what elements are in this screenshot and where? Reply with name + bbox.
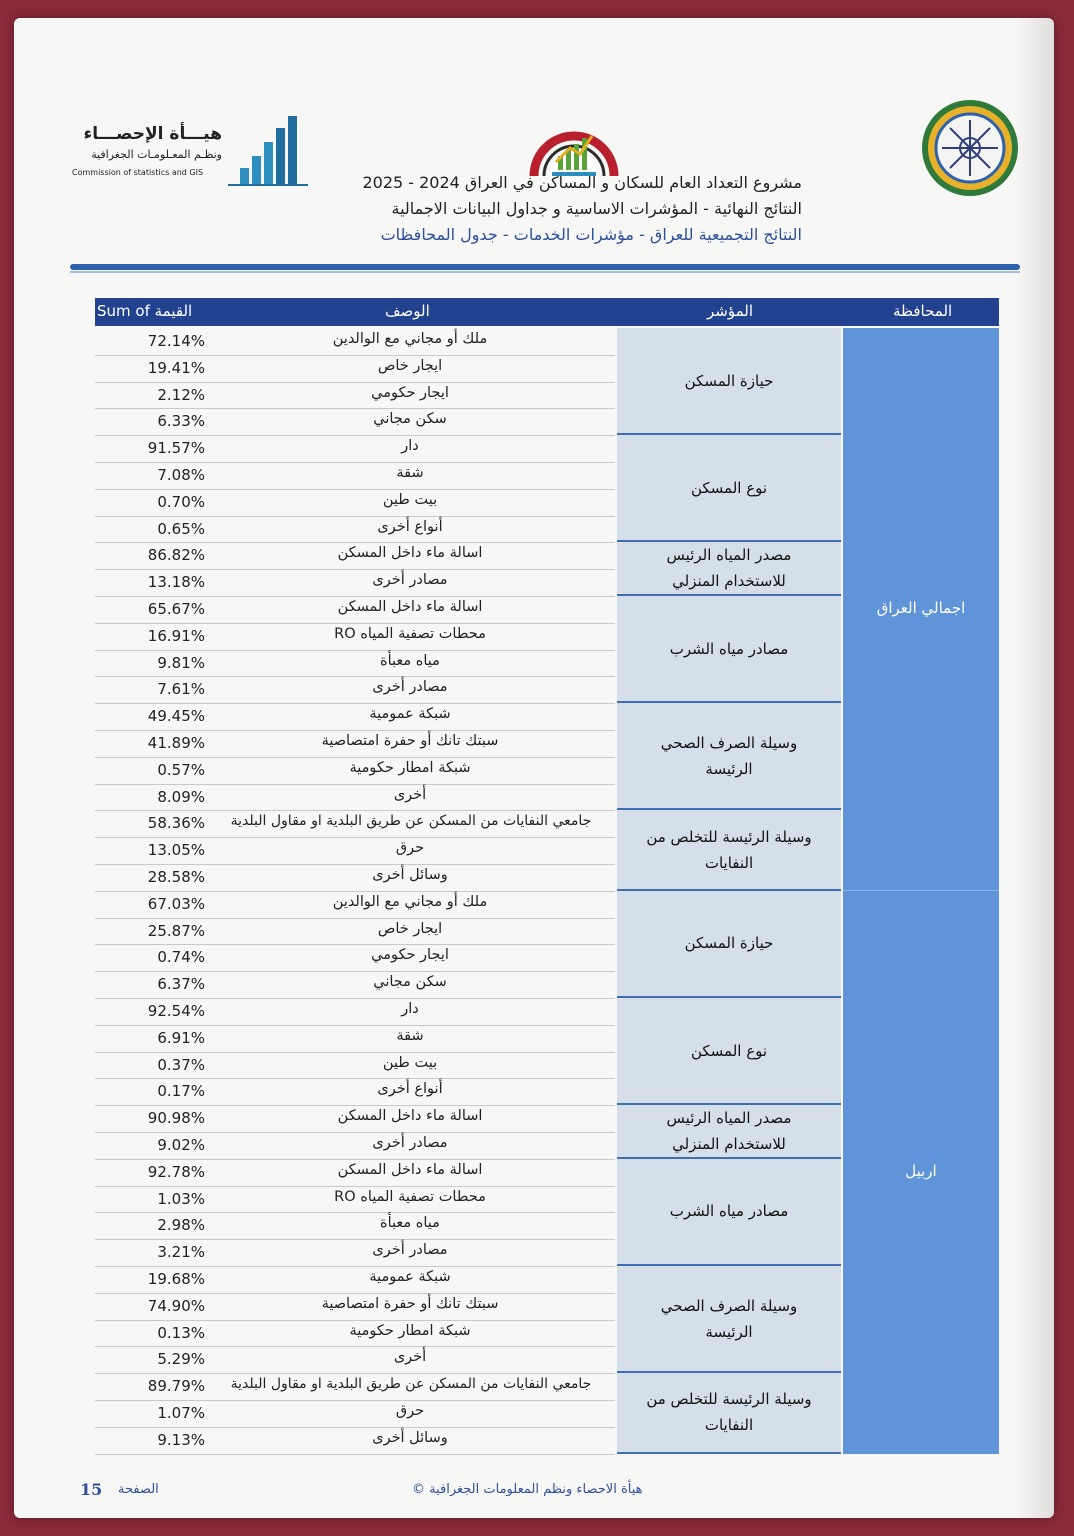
cell-value: 58.36% xyxy=(147,814,205,833)
cell-description: مصادر أخرى xyxy=(372,572,448,589)
cell-value: 65.67% xyxy=(147,600,205,618)
indicator-label: وسيلة الصرف الصحي الرئيسة xyxy=(660,1296,798,1341)
cell-description: أنواع أخرى xyxy=(377,518,443,535)
table-row xyxy=(95,542,615,570)
header-value: Sum of القيمة xyxy=(97,302,193,320)
cell-description: سبتك تانك أو حفرة امتصاصية xyxy=(321,733,499,749)
table-row xyxy=(95,596,615,624)
cell-value: 1.03% xyxy=(157,1189,205,1208)
cell-value: 0.65% xyxy=(157,519,205,538)
cell-indicator xyxy=(617,435,841,542)
table-row xyxy=(95,1320,615,1348)
cell-value: 25.87% xyxy=(147,921,205,940)
cell-description: مصادر أخرى xyxy=(372,1135,448,1151)
table-row xyxy=(95,891,615,919)
cell-description: شبكة عمومية xyxy=(369,706,451,723)
cell-indicator xyxy=(617,1373,841,1453)
table-row xyxy=(95,1400,615,1428)
cell-description: مصادر أخرى xyxy=(372,1242,448,1259)
cell-description: سبتك تانك أو حفرة امتصاصية xyxy=(321,1295,499,1312)
logo-subtitle-ar: ونظـم المعـلومـات الجغرافية xyxy=(91,148,222,161)
cell-value: 74.90% xyxy=(147,1296,205,1315)
cell-description: ايجار حكومي xyxy=(371,384,449,401)
cell-description: ايجار خاص xyxy=(377,920,443,937)
logo-title-en: Commission of statistics and GIS xyxy=(72,168,204,177)
document-heading xyxy=(314,170,802,248)
cell-value: 86.82% xyxy=(147,546,205,565)
cell-description: بيت طين xyxy=(382,1054,438,1071)
cell-indicator xyxy=(617,596,841,703)
cell-description: جامعي النفايات من المسكن عن طريق البلدية او مقاول البلدية xyxy=(230,813,592,830)
table-row xyxy=(95,462,615,490)
cell-indicator xyxy=(617,1105,841,1159)
cell-indicator xyxy=(617,1266,841,1373)
cell-description: مياه معبأة xyxy=(380,652,440,669)
cell-value: 92.78% xyxy=(147,1162,205,1181)
cell-value: 92.54% xyxy=(147,1002,205,1020)
table-row xyxy=(95,408,615,436)
table-row xyxy=(95,435,615,463)
cell-indicator xyxy=(617,810,841,890)
table-row xyxy=(95,623,615,651)
header-divider-light xyxy=(70,271,1020,273)
cell-value: 7.61% xyxy=(157,680,205,699)
cell-value: 0.37% xyxy=(157,1055,205,1074)
cell-description: بيت طين xyxy=(382,491,438,508)
cell-description: سكن مجاني xyxy=(373,974,447,991)
cell-value: 16.91% xyxy=(147,626,205,645)
header-divider xyxy=(70,264,1020,270)
cell-value: 3.21% xyxy=(157,1243,205,1262)
cell-description: دار xyxy=(401,438,419,455)
cell-value: 91.57% xyxy=(147,439,205,458)
cell-description: اسالة ماء داخل المسكن xyxy=(337,1108,483,1125)
table-row xyxy=(95,676,615,704)
cell-value: 89.79% xyxy=(147,1377,205,1396)
cell-description: وسائل أخرى xyxy=(372,867,448,883)
cell-indicator xyxy=(617,328,841,435)
cell-value: 41.89% xyxy=(147,734,205,752)
cell-value: 6.33% xyxy=(157,412,205,431)
table-row xyxy=(95,1346,615,1374)
indicator-label: نوع المسكن xyxy=(690,478,768,497)
cell-description: ملك أو مجاني مع الوالدين xyxy=(332,893,488,910)
indicator-label: نوع المسكن xyxy=(690,1041,768,1060)
heading-line-1: مشروع التعداد العام للسكان و المساكن في العراق 2024 - 2025 xyxy=(362,173,802,192)
cell-indicator xyxy=(617,1159,841,1266)
table-row xyxy=(95,1132,615,1160)
table-row xyxy=(95,730,615,758)
cell-value: 67.03% xyxy=(147,894,205,913)
cell-value: 5.29% xyxy=(157,1350,205,1369)
cell-value: 19.68% xyxy=(147,1270,205,1288)
page-label: الصفحة xyxy=(118,1482,159,1497)
cell-value: 8.09% xyxy=(157,787,205,806)
cell-description: اسالة ماء داخل المسكن xyxy=(337,545,483,562)
cell-value: 9.02% xyxy=(157,1136,205,1154)
page-number: 15 xyxy=(80,1480,103,1499)
cell-description: وسائل أخرى xyxy=(372,1429,448,1446)
cell-description: حرق xyxy=(395,840,425,857)
ministry-seal-icon xyxy=(920,98,1020,198)
table-row xyxy=(95,864,615,892)
cell-governorate xyxy=(843,328,999,891)
cell-value: 9.81% xyxy=(157,653,205,672)
document-page xyxy=(14,18,1054,1518)
cell-description: شبكة عمومية xyxy=(369,1269,451,1285)
cell-description: دار xyxy=(401,1001,419,1017)
table-row xyxy=(95,1212,615,1240)
table-row xyxy=(95,650,615,678)
table-row xyxy=(95,1373,615,1401)
table-row xyxy=(95,1052,615,1080)
table-row xyxy=(95,810,615,838)
table-row xyxy=(95,703,615,731)
cell-value: 7.08% xyxy=(157,466,205,484)
indicator-label: وسيلة الرئيسة للتخلص من النفايات xyxy=(646,1390,812,1435)
indicator-label: مصادر مياه الشرب xyxy=(669,1202,789,1221)
table-row xyxy=(95,489,615,517)
cell-description: ايجار حكومي xyxy=(371,947,449,964)
cell-value: 13.05% xyxy=(147,841,205,860)
table-row xyxy=(95,918,615,946)
heading-line-2: النتائج النهائية - المؤشرات الاساسية و جداول البيانات الاجمالية xyxy=(391,199,802,218)
cell-value: 13.18% xyxy=(147,573,205,592)
cell-value: 0.74% xyxy=(157,948,205,967)
cell-value: 49.45% xyxy=(147,707,205,726)
cell-description: اسالة ماء داخل المسكن xyxy=(337,599,483,615)
table-row xyxy=(95,382,615,410)
table-row xyxy=(95,1105,615,1133)
indicator-label: وسيلة الصرف الصحي الرئيسة xyxy=(660,733,798,778)
cell-value: 0.13% xyxy=(157,1323,205,1342)
indicator-label: وسيلة الرئيسة للتخلص من النفايات xyxy=(646,827,812,872)
table-row xyxy=(95,757,615,785)
cell-value: 2.98% xyxy=(157,1216,205,1235)
cell-value: 0.57% xyxy=(157,760,205,779)
table-row xyxy=(95,1293,615,1321)
indicator-label: مصدر المياه الرئيس للاستخدام المنزلي xyxy=(666,1108,792,1153)
table-row xyxy=(95,516,615,544)
cell-indicator xyxy=(617,891,841,998)
cell-description: ايجار خاص xyxy=(377,357,443,374)
cell-description: أخرى xyxy=(393,786,427,803)
cell-description: شبكة امطار حكومية xyxy=(349,1322,471,1339)
governorate-name: اربيل xyxy=(905,1162,937,1181)
table-row xyxy=(95,837,615,865)
table-row xyxy=(95,1427,615,1455)
table-row xyxy=(95,1186,615,1214)
cell-description: محطات تصفية المياه RO xyxy=(334,1188,486,1205)
table-row xyxy=(95,1266,615,1294)
table-row xyxy=(95,784,615,812)
cell-value: 90.98% xyxy=(147,1109,205,1128)
header-description: الوصف xyxy=(385,302,430,320)
cell-value: 6.37% xyxy=(157,975,205,994)
cell-value: 2.12% xyxy=(157,385,205,404)
cell-indicator xyxy=(617,998,841,1105)
indicator-label: مصدر المياه الرئيس للاستخدام المنزلي xyxy=(666,546,792,591)
heading-line-3: النتائج التجميعية للعراق - مؤشرات الخدمات - جدول المحافظات xyxy=(380,225,802,244)
cell-description: شبكة امطار حكومية xyxy=(349,759,471,776)
cell-description: أنواع أخرى xyxy=(377,1081,443,1098)
cell-indicator xyxy=(617,703,841,810)
cell-description: اسالة ماء داخل المسكن xyxy=(337,1161,483,1178)
cell-description: جامعي النفايات من المسكن عن طريق البلدية او مقاول البلدية xyxy=(230,1376,592,1393)
header-governorate: المحافظة xyxy=(893,302,953,320)
cell-value: 0.70% xyxy=(157,492,205,511)
cell-description: شقة xyxy=(396,465,424,481)
commission-logo xyxy=(72,116,312,196)
table-row xyxy=(95,944,615,972)
cell-value: 0.17% xyxy=(157,1082,205,1101)
table-row xyxy=(95,971,615,999)
cell-description: محطات تصفية المياه RO xyxy=(334,625,486,642)
cell-description: شقة xyxy=(396,1027,424,1044)
header-indicator: المؤشر xyxy=(707,302,754,320)
table-row xyxy=(95,1025,615,1053)
cell-description: ملك أو مجاني مع الوالدين xyxy=(332,331,488,347)
cell-value: 72.14% xyxy=(147,332,205,350)
governorate-name: اجمالي العراق xyxy=(876,599,966,618)
cell-indicator xyxy=(617,542,841,596)
cell-value: 28.58% xyxy=(147,868,205,886)
table-row xyxy=(95,1239,615,1267)
cell-description: حرق xyxy=(395,1403,425,1419)
cell-description: سكن مجاني xyxy=(373,411,447,428)
cell-value: 1.07% xyxy=(157,1404,205,1422)
table-row xyxy=(95,998,615,1026)
cell-governorate xyxy=(843,891,999,1454)
cell-value: 6.91% xyxy=(157,1028,205,1047)
logo-title-ar: هيـــأة الإحصـــاء xyxy=(83,124,222,144)
table-row xyxy=(95,569,615,597)
indicator-label: مصادر مياه الشرب xyxy=(669,639,789,658)
table-row xyxy=(95,355,615,383)
indicator-label: حيازة المسكن xyxy=(684,371,774,390)
cell-description: مصادر أخرى xyxy=(372,679,448,696)
table-header xyxy=(95,298,999,326)
cell-description: مياه معبأة xyxy=(380,1215,440,1232)
cell-value: 9.13% xyxy=(157,1430,205,1449)
cell-value: 19.41% xyxy=(147,358,205,377)
table-row xyxy=(95,1159,615,1187)
cell-description: أخرى xyxy=(393,1349,427,1366)
table-row xyxy=(95,328,615,356)
table-row xyxy=(95,1078,615,1106)
copyright-text: هيأة الاحصاء ونظم المعلومات الجغرافية © xyxy=(412,1482,643,1497)
indicator-label: حيازة المسكن xyxy=(684,934,774,953)
